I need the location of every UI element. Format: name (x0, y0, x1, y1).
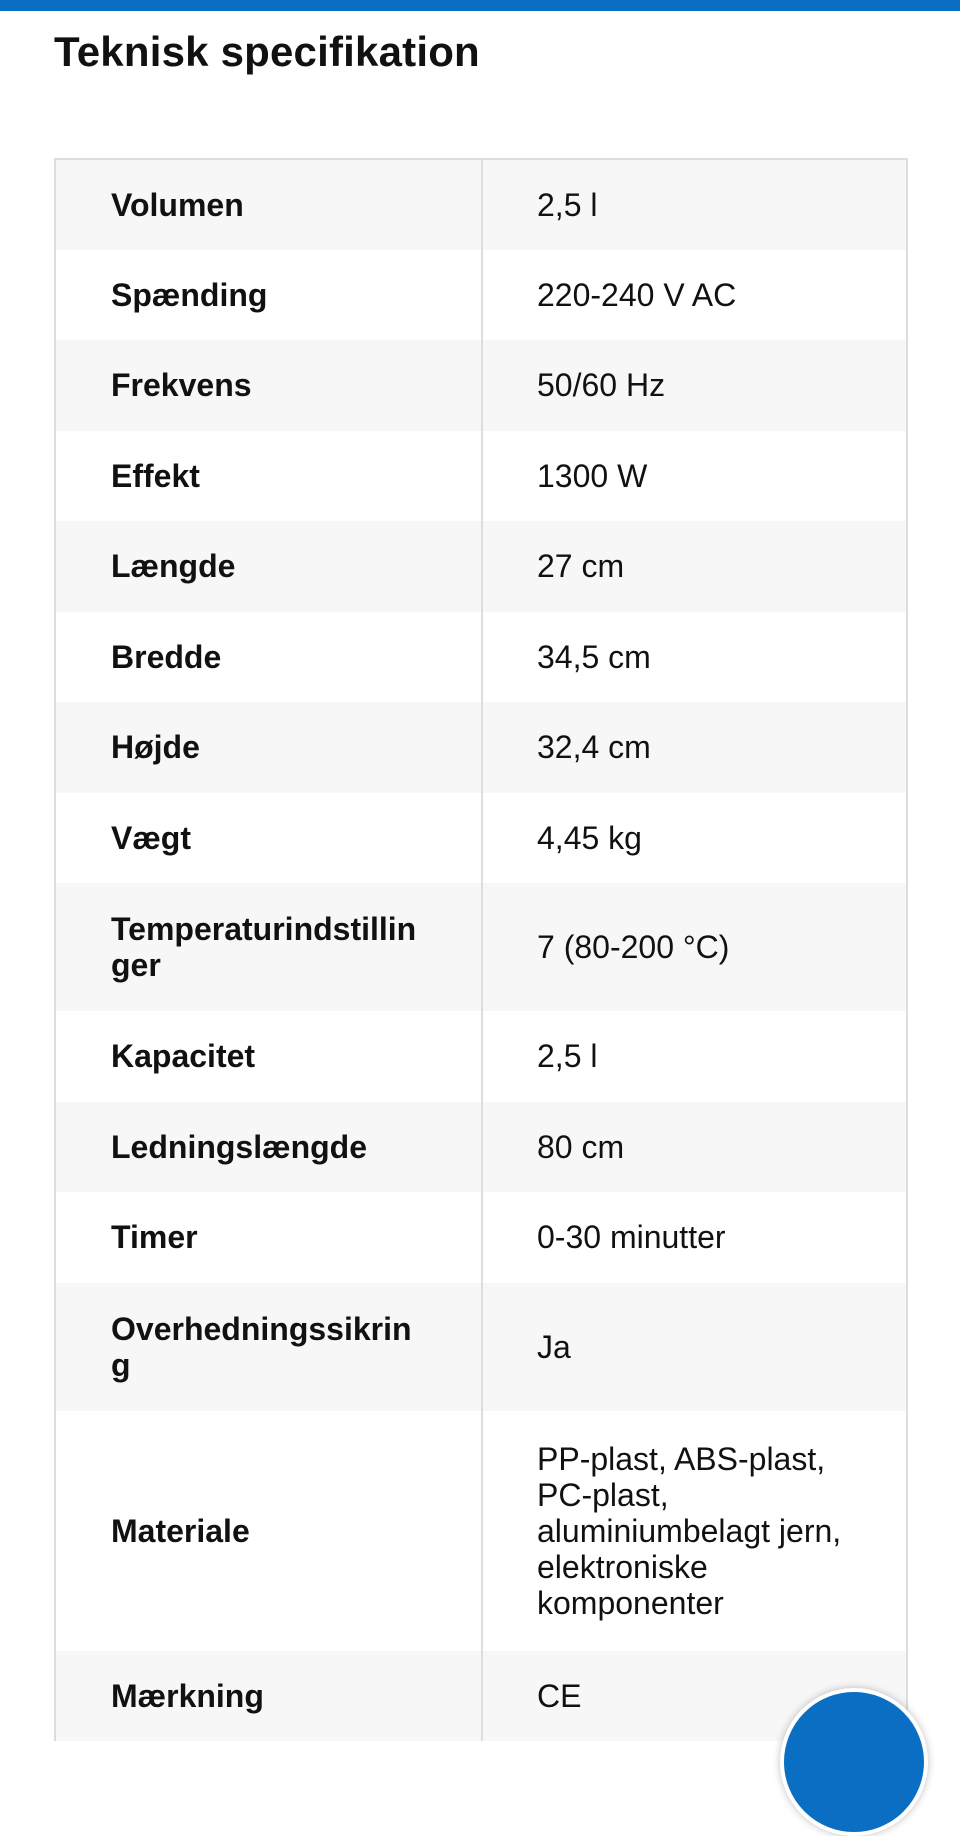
spec-value: 2,5 l (482, 159, 907, 250)
spec-value: CE (482, 1651, 907, 1742)
spec-value: 2,5 l (482, 1011, 907, 1102)
spec-value: 220-240 V AC (482, 250, 907, 341)
spec-label: Vægt (55, 793, 482, 884)
spec-table (54, 158, 908, 1741)
spec-label: Materiale (55, 1411, 482, 1651)
table-row (55, 1102, 907, 1193)
spec-value: 32,4 cm (482, 702, 907, 793)
spec-label: Timer (55, 1192, 482, 1283)
table-row (55, 340, 907, 431)
table-row (55, 521, 907, 612)
top-accent-bar (0, 0, 960, 11)
table-row (55, 793, 907, 884)
spec-label: Overhedningssikring (55, 1283, 482, 1411)
table-row (55, 883, 907, 1011)
table-row (55, 1011, 907, 1102)
spec-label: Spænding (55, 250, 482, 341)
spec-value: 4,45 kg (482, 793, 907, 884)
spec-label: Højde (55, 702, 482, 793)
spec-label: Mærkning (55, 1651, 482, 1742)
table-row (55, 1411, 907, 1651)
table-row (55, 702, 907, 793)
spec-label: Temperaturindstillinger (55, 883, 482, 1011)
table-row (55, 1283, 907, 1411)
spec-label: Effekt (55, 431, 482, 522)
spec-value: 1300 W (482, 431, 907, 522)
spec-value: 7 (80-200 °C) (482, 883, 907, 1011)
spec-label: Længde (55, 521, 482, 612)
page-title: Teknisk specifikation (54, 28, 480, 75)
spec-value: PP-plast, ABS-plast, PC-plast, aluminiumbelagt jern, elektroniske komponenter (482, 1411, 907, 1651)
table-row (55, 612, 907, 703)
spec-value: 0-30 minutter (482, 1192, 907, 1283)
spec-label: Volumen (55, 159, 482, 250)
spec-value: 27 cm (482, 521, 907, 612)
spec-label: Kapacitet (55, 1011, 482, 1102)
spec-label: Bredde (55, 612, 482, 703)
spec-value: Ja (482, 1283, 907, 1411)
table-row (55, 431, 907, 522)
spec-value: 80 cm (482, 1102, 907, 1193)
spec-value: 50/60 Hz (482, 340, 907, 431)
spec-label: Frekvens (55, 340, 482, 431)
spec-label: Ledningslængde (55, 1102, 482, 1193)
spec-value: 34,5 cm (482, 612, 907, 703)
floating-action-button[interactable] (780, 1688, 928, 1836)
table-row (55, 159, 907, 250)
table-row (55, 1192, 907, 1283)
table-row (55, 1651, 907, 1742)
table-row (55, 250, 907, 341)
